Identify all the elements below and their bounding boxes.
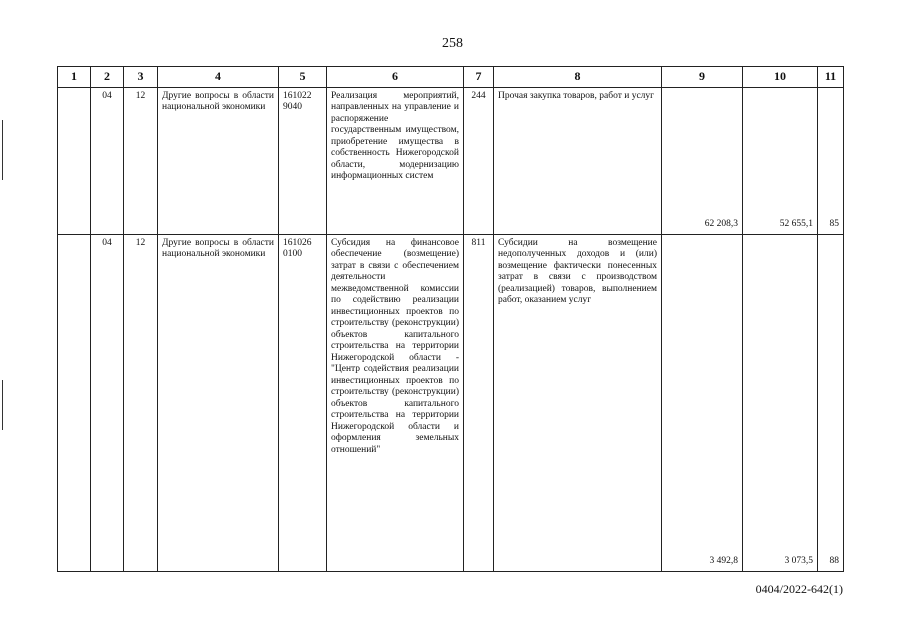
- column-header: 6: [327, 67, 464, 88]
- cell-expense-name: Прочая закупка товаров, работ и услуг: [494, 87, 662, 234]
- cell-section: 04: [91, 87, 124, 234]
- column-header: 1: [58, 67, 91, 88]
- cell-subsection: 12: [124, 234, 158, 571]
- cell-target-name: Субсидия на финансовое обеспечение (возмещение) затрат в связи с обеспечением деятельности межведомственной комиссии по содействию реализации инвестиционных проектов по строительству (реконструкции) объектов капитального строительства на территории Нижегородской области - "Центр содействия реализации инвестиционных проектов по строительству (реконструкции) объектов капитального строительства на территории Нижегородской области и оформления земельных отношений": [327, 234, 464, 571]
- column-header: 8: [494, 67, 662, 88]
- column-header: 7: [464, 67, 494, 88]
- scan-edge-mark: [2, 120, 3, 180]
- cell-subsection: 12: [124, 87, 158, 234]
- cell-expense-type: 811: [464, 234, 494, 571]
- cell-percent: 85: [818, 87, 844, 234]
- cell-section-name: Другие вопросы в области национальной экономики: [158, 87, 279, 234]
- column-header: 11: [818, 67, 844, 88]
- column-header: 9: [662, 67, 743, 88]
- cell-amount-planned: 3 492,8: [662, 234, 743, 571]
- document-number: 0404/2022-642(1): [755, 582, 843, 596]
- cell-amount-planned: 62 208,3: [662, 87, 743, 234]
- cell-amount-actual: 52 655,1: [743, 87, 818, 234]
- cell-amount-actual: 3 073,5: [743, 234, 818, 571]
- cell-target-code: 161022 9040: [279, 87, 327, 234]
- cell-expense-type: 244: [464, 87, 494, 234]
- column-header: 3: [124, 67, 158, 88]
- cell-col1: [58, 234, 91, 571]
- table-header-row: [58, 67, 844, 88]
- cell-section-name: Другие вопросы в области национальной экономики: [158, 234, 279, 571]
- cell-col1: [58, 87, 91, 234]
- page-number: 258: [442, 36, 463, 51]
- column-header: 2: [91, 67, 124, 88]
- budget-table: [57, 66, 844, 572]
- table-row: [58, 234, 844, 571]
- scan-edge-mark: [2, 380, 3, 430]
- cell-target-code: 161026 0100: [279, 234, 327, 571]
- column-header: 4: [158, 67, 279, 88]
- column-header: 10: [743, 67, 818, 88]
- cell-target-name: Реализация мероприятий, направленных на управление и распоряжение государственным имуществом, приобретение имущества в собственность Нижегородской области, модернизацию информационных систем: [327, 87, 464, 234]
- cell-percent: 88: [818, 234, 844, 571]
- table-row: [58, 87, 844, 234]
- column-header: 5: [279, 67, 327, 88]
- cell-expense-name: Субсидии на возмещение недополученных доходов и (или) возмещение фактически понесенных затрат в связи с производством (реализацией) товаров, выполнением работ, оказанием услуг: [494, 234, 662, 571]
- cell-section: 04: [91, 234, 124, 571]
